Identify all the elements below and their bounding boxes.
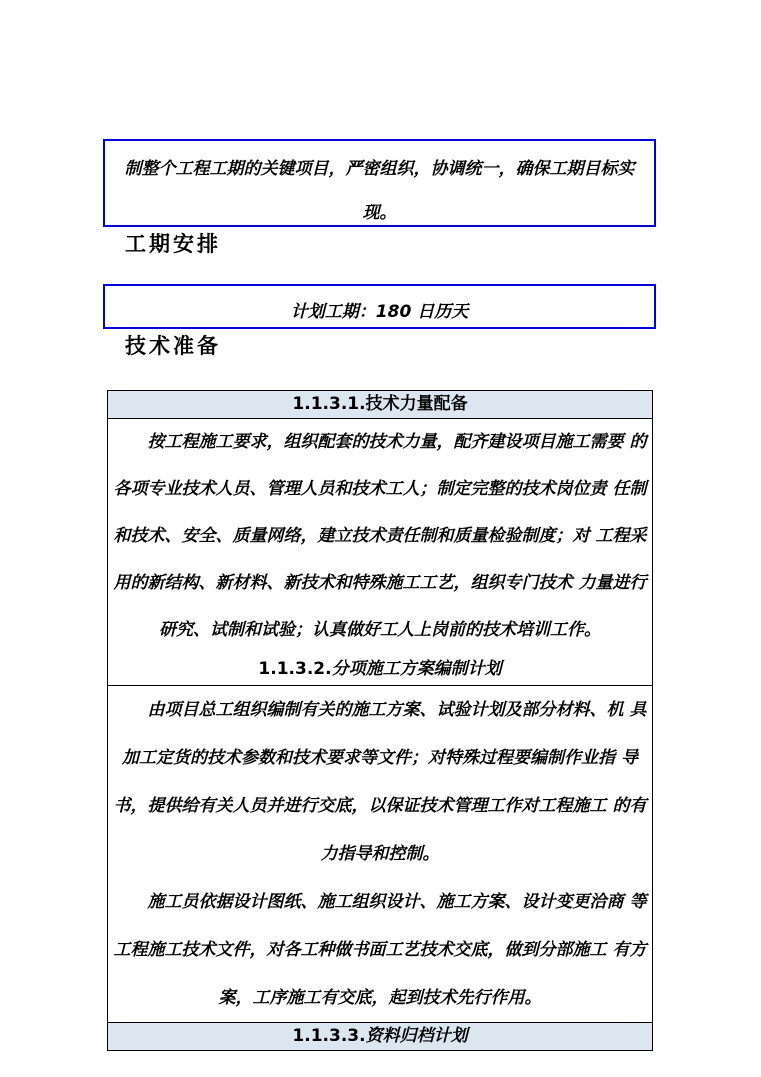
table-section-header-3 bbox=[108, 1023, 652, 1050]
body-line: 各项专业技术人员、管理人员和技术工人；制定完整的技术岗位责 任制 bbox=[113, 479, 647, 499]
table-section-header-2 bbox=[108, 654, 652, 685]
body-line: 案，工序施工有交底，起到技术先行作用。 bbox=[218, 988, 542, 1008]
intro-text-line: 现。 bbox=[362, 203, 397, 223]
section-title: 分项施工方案编制计划 bbox=[331, 659, 502, 679]
intro-text-line: 制整个工程工期的关键项目，严密组织，协调统一，确保工期目标实 bbox=[124, 159, 635, 179]
section-title: 资料归档计划 bbox=[365, 1026, 468, 1046]
body-line: 按工程施工要求，组织配套的技术力量，配齐建设项目施工需要 的 bbox=[147, 432, 647, 452]
body-line: 书，提供给有关人员并进行交底，以保证技术管理工作对工程施工 的有 bbox=[113, 796, 647, 816]
content-table bbox=[107, 390, 653, 1051]
body-line: 用的新结构、新材料、新技术和特殊施工工艺，组织专门技术 力量进行 bbox=[113, 573, 647, 593]
body-line: 加工定货的技术参数和技术要求等文件；对特殊过程要编制作业指 导 bbox=[122, 748, 638, 768]
body-line: 研究、试制和试验；认真做好工人上岗前的技术培训工作。 bbox=[159, 620, 601, 640]
section-title: 技术力量配备 bbox=[365, 394, 468, 414]
table-cell-1 bbox=[108, 419, 652, 686]
body-line: 力指导和控制。 bbox=[320, 844, 440, 864]
body-line: 由项目总工组织编制有关的施工方案、试验计划及部分材料、机 具 bbox=[147, 700, 647, 720]
intro-callout-box bbox=[103, 139, 656, 227]
table-cell-2 bbox=[108, 686, 652, 1023]
heading-schedule: 工期安排 bbox=[125, 231, 221, 256]
section-number: 1.1.3.2. bbox=[258, 659, 332, 679]
body-line: 工程施工技术文件，对各工种做书面工艺技术交底，做到分部施工 有方 bbox=[113, 940, 647, 960]
body-line: 和技术、安全、质量网络，建立技术责任制和质量检验制度；对 工程采 bbox=[113, 526, 647, 546]
plan-duration-box bbox=[103, 284, 656, 329]
section-number: 1.1.3.1. bbox=[292, 394, 366, 414]
heading-tech-preparation: 技术准备 bbox=[125, 333, 221, 358]
plan-duration-text: 计划工期：180 日历天 bbox=[290, 302, 469, 322]
table-section-header-1 bbox=[108, 391, 652, 419]
body-line: 施工员依据设计图纸、施工组织设计、施工方案、设计变更洽商 等 bbox=[147, 892, 647, 912]
section-number: 1.1.3.3. bbox=[292, 1026, 366, 1046]
